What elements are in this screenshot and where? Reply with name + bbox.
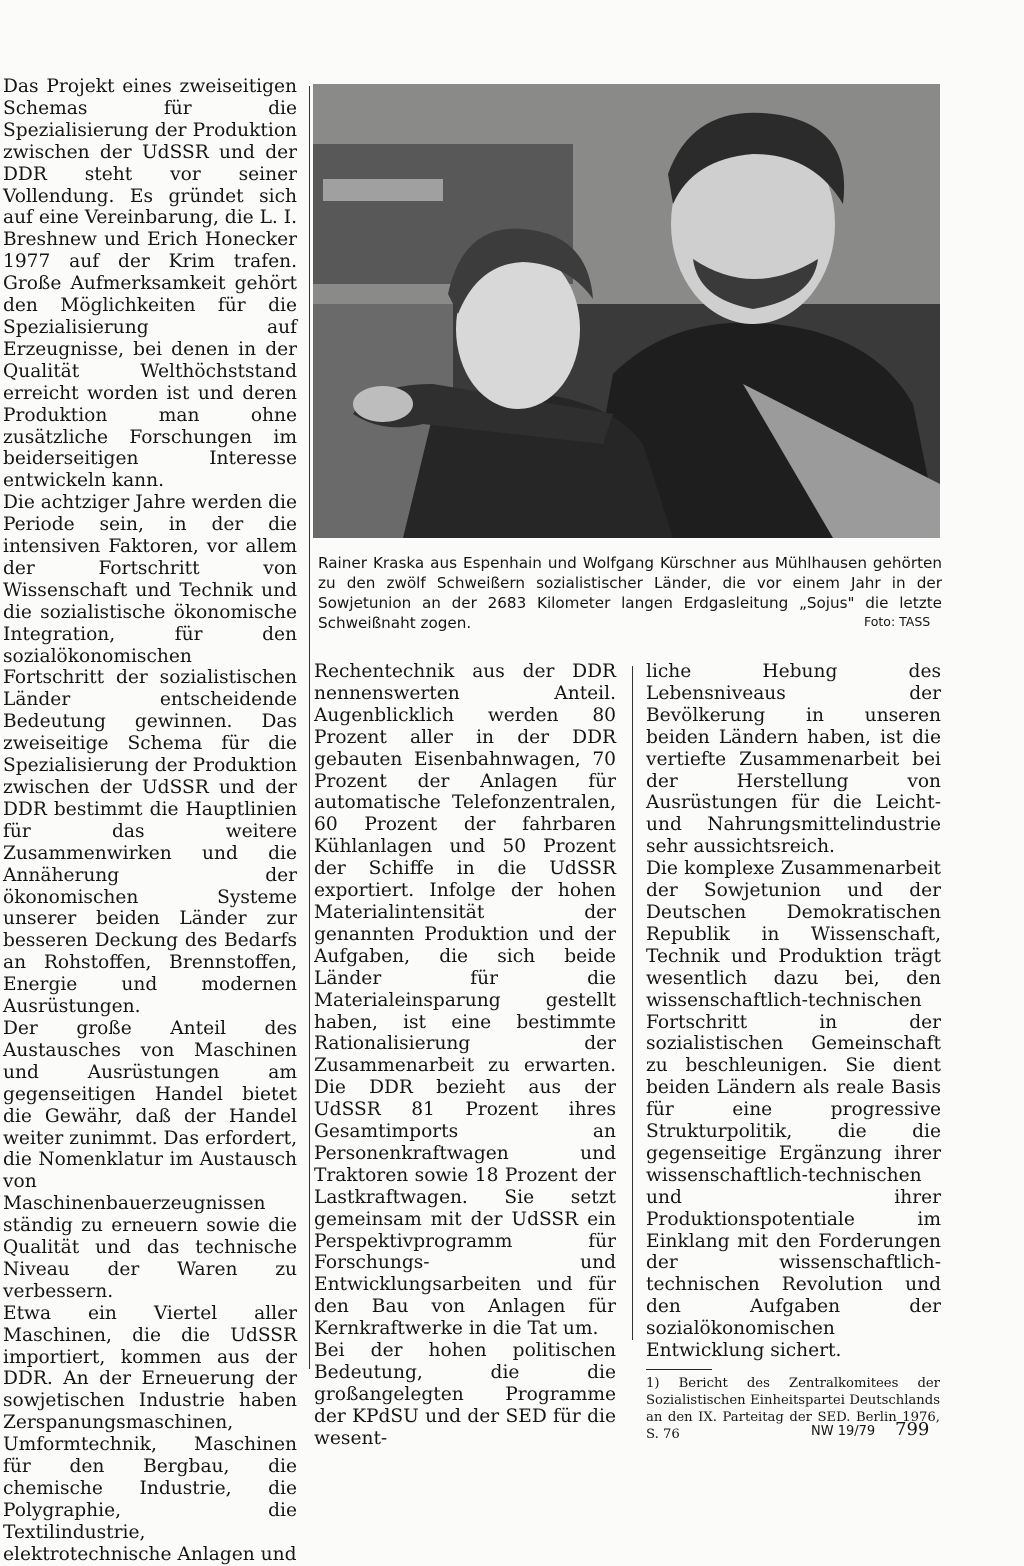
paragraph: Rechentechnik aus der DDR nennenswerten Anteil. Augenblicklich werden 80 Prozent aller in der DDR gebauten Eisenbahnwagen, 70 Prozent der Anlagen für automatische Telefonzentralen, 60 Prozent der fahrbaren Kühlanlagen und 50 Prozent der Schiffe in die UdSSR exportiert. Infolge der hohen Materialintensität der genannten Produktion und der Aufgaben, die sich beide Länder für die Materialeinsparung gestellt haben, ist eine bestimmte Rationalisierung der Zusammenarbeit zu erwarten. Die DDR bezieht aus der UdSSR 81 Prozent ihres Gesamtimports an Personenkraftwagen und Traktoren sowie 18 Prozent der Lastkraftwagen. Sie setzt gemeinsam mit der UdSSR ein Perspektivprogramm für Forschungs- und Entwicklungsarbeiten und für den Bau von Anlagen für Kernkraftwerke in die Tat um. <box>314 661 616 1340</box>
paragraph: Etwa ein Viertel aller Maschinen, die die UdSSR importiert, kommen aus der DDR. An der Erneuerung der sowjetischen Industrie haben Zerspanungsmaschinen, Umformtechnik, Maschinen für den Bergbau, die chemische Industrie, die Polygraphie, die Textilindustrie, elektrotechnische Anlagen und <box>3 1302 297 1565</box>
footnote-rule <box>646 1369 712 1370</box>
news-photo <box>313 84 940 538</box>
article-column-1 <box>3 76 297 1566</box>
article-column-2 <box>314 661 616 1450</box>
journal-reference: NW 19/79 <box>811 1424 876 1439</box>
column-divider <box>632 666 633 1340</box>
paragraph: liche Hebung des Lebensniveaus der Bevölkerung in unseren beiden Ländern haben, ist die vertiefte Zusammenarbeit bei der Herstellung von Ausrüstungen für die Leicht- und Nahrungsmittelindustrie sehr aussichtsreich. <box>646 661 941 858</box>
photo-illustration <box>313 84 940 538</box>
paragraph: Bei der hohen politischen Bedeutung, die die großangelegten Programme der KPdSU und der SED für die wesent- <box>314 1340 616 1449</box>
paragraph: Die achtziger Jahre werden die Periode sein, in der die intensiven Faktoren, vor allem der Fortschritt von Wissenschaft und Technik und die sozialistische ökonomische Integration, für den sozialökonomischen Fortschritt der sozialistischen Länder entscheidende Bedeutung gewinnen. Das zweiseitige Schema für die Spezialisierung der Produktion zwischen der UdSSR und der DDR bestimmt die Hauptlinien für das weitere Zusammenwirken und die Annäherung der ökonomischen Systeme unserer beiden Länder zur besseren Deckung des Bedarfs an Rohstoffen, Brennstoffen, Energie und modernen Ausrüstungen. <box>3 492 297 1018</box>
footnote: 1) Bericht des Zentralkomitees der Sozialistischen Einheitspartei Deutschlands an den IX. Parteitag der SED. Berlin 1976, S. 76 <box>646 1376 940 1442</box>
page-number: 799 <box>895 1419 930 1440</box>
paragraph: Das Projekt eines zweiseitigen Schemas für die Spezialisierung der Produktion zwischen der UdSSR und der DDR steht vor seiner Vollendung. Es gründet sich auf eine Vereinbarung, die L. I. Breshnew und Erich Honecker 1977 auf der Krim trafen. Große Aufmerksamkeit gehört den Möglichkeiten für die Spezialisierung auf Erzeugnisse, bei denen in der Qualität Welthöchststand erreicht worden ist und deren Produktion man ohne zusätzliche Forschungen im beiderseitigen Interesse entwickeln kann. <box>3 76 297 492</box>
column-divider <box>309 86 310 1369</box>
photo-caption: Rainer Kraska aus Espenhain und Wolfgang Kürschner aus Mühlhausen gehörten zu den zwölf Schweißern sozialistischer Länder, die vor einem Jahr in der Sowjetunion an der 2683 Kilometer langen Erdgasleitung „Sojus" die letzte Schweißnaht zogen. <box>318 554 942 632</box>
paragraph: Die komplexe Zusammenarbeit der Sowjetunion und der Deutschen Demokratischen Republik in Wissenschaft, Technik und Produktion trägt wesentlich dazu bei, den wissenschaftlich-technischen Fortschritt in der sozialistischen Gemeinschaft zu beschleunigen. Sie dient beiden Ländern als reale Basis für eine progressive Strukturpolitik, die die gegenseitige Ergänzung ihrer wissenschaftlich-technischen und ihrer Produktionspotentiale im Einklang mit den Forderungen der wissenschaftlich-technischen Revolution und den Aufgaben der sozialökonomischen Entwicklung sichert. <box>646 858 941 1362</box>
paragraph: Der große Anteil des Austausches von Maschinen und Ausrüstungen am gegenseitigen Handel bietet die Gewähr, daß der Handel weiter zunimmt. Das erfordert, die Nomenklatur im Austausch von Maschinenbauerzeugnissen ständig zu erneuern sowie die Qualität und das technische Niveau der Waren zu verbessern. <box>3 1017 297 1302</box>
photo-credit: Foto: TASS <box>864 614 931 629</box>
article-column-3 <box>646 661 941 1362</box>
